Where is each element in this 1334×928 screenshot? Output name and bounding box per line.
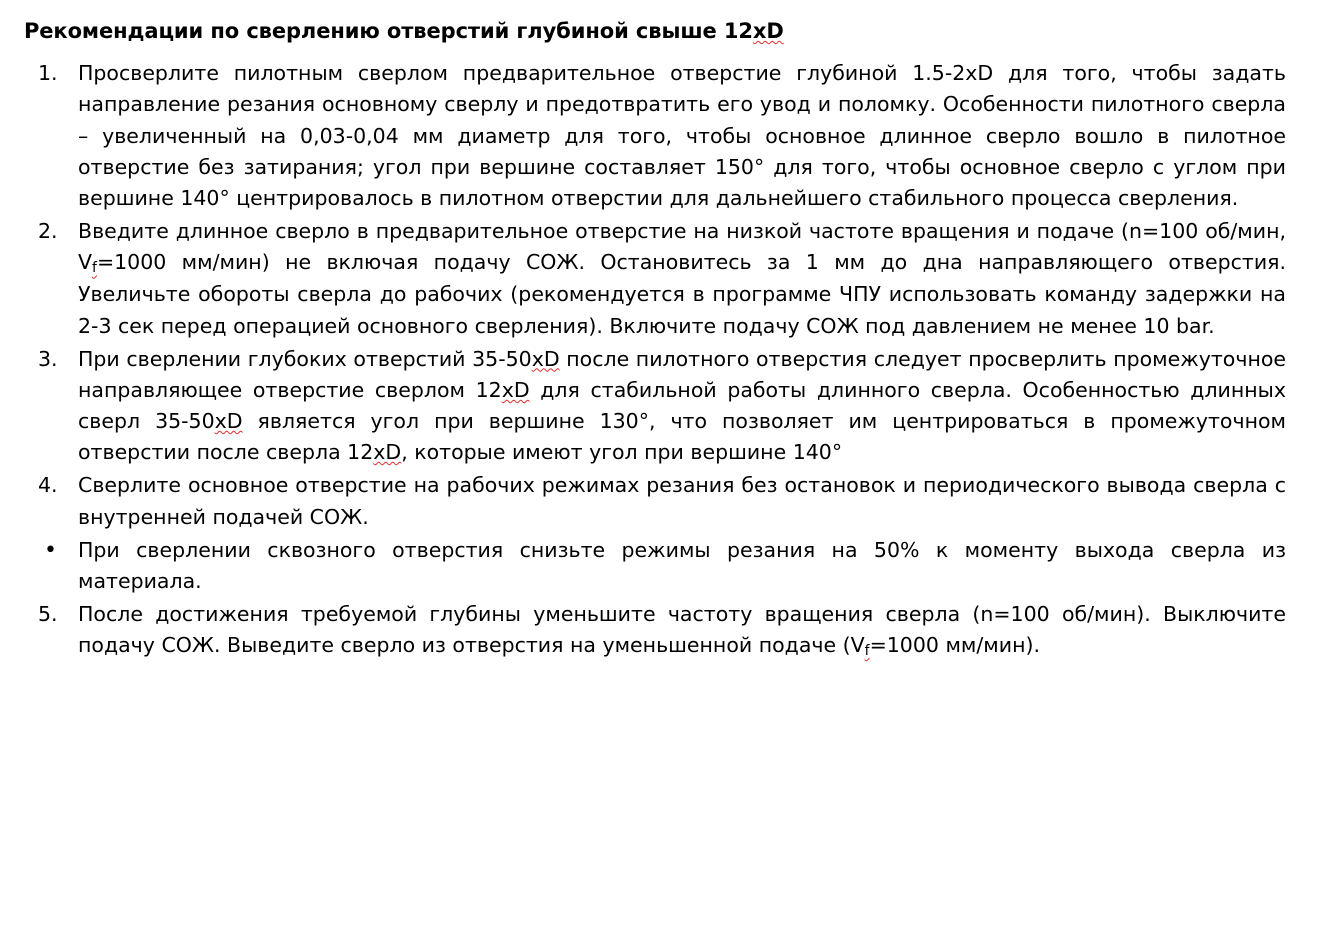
text-run: При сверлении глубоких отверстий 35-50 xyxy=(78,346,532,371)
subscript-f: f xyxy=(864,643,870,660)
spellcheck-word: xD xyxy=(373,440,402,465)
page-title-text: Рекомендации по сверлению отверстий глубиной свыше 12 xyxy=(24,19,753,43)
text-run: =1000 мм/мин) не включая подачу СОЖ. Остановитесь за 1 мм до дна направляющего отверстия. Увеличьте обороты сверла до рабочих (рекомендуется в программе ЧПУ использовать команду задержки на 2-3 сек перед операцией основного сверления). Включите подачу СОЖ под давлением не менее 10 bar. xyxy=(78,250,1286,338)
text-run: является угол при вершине 130°, что позволяет им центрироваться в промежуточном отверстии после сверла 12 xyxy=(78,409,1286,465)
list-item xyxy=(24,470,1286,532)
list-item-text xyxy=(78,535,1286,597)
text-run: после пилотного отверстия следует просверлить промежуточное направляющее отверстие сверлом 12 xyxy=(78,346,1286,402)
list-item xyxy=(24,535,1286,597)
text-run: , которые имеют угол при вершине 140° xyxy=(401,440,843,465)
list-item-marker: 3. xyxy=(38,346,58,371)
text-run: Введите длинное сверло в предварительное отверстие на низкой частоте вращения и подаче (n=100 об/мин, V xyxy=(78,219,1286,275)
list-item-text xyxy=(78,344,1286,469)
text-run: При сверлении сквозного отверстия снизьте режимы резания на 50% к моменту выхода сверла из материала. xyxy=(78,537,1286,593)
spellcheck-word: xD xyxy=(214,409,243,434)
list-item-marker: 4. xyxy=(38,473,58,498)
text-run: для стабильной работы длинного сверла. Особенностью длинных сверл 35-50 xyxy=(78,377,1287,434)
text-run: =1000 мм/мин). xyxy=(869,633,1040,658)
recommendations-list xyxy=(24,58,1286,662)
spellcheck-word: xD xyxy=(531,346,560,371)
text-run: После достижения требуемой глубины уменьшите частоту вращения сверла (n=100 об/мин). Выключите подачу СОЖ. Выведите сверло из отверстия на уменьшенной подаче (V xyxy=(78,601,1286,658)
list-item xyxy=(24,216,1286,342)
list-item-text xyxy=(78,599,1286,662)
spellcheck-word: xD xyxy=(501,377,530,402)
list-item-marker: 5. xyxy=(38,601,58,626)
list-item-marker: 2. xyxy=(38,219,58,244)
page-title xyxy=(24,18,1286,44)
spellcheck-word: xD xyxy=(752,19,784,43)
text-run: Сверлите основное отверстие на рабочих режимах резания без остановок и периодического вывода сверла с внутренней подачей СОЖ. xyxy=(78,473,1286,529)
list-item xyxy=(24,344,1286,469)
list-item xyxy=(24,599,1286,662)
list-item-text xyxy=(78,470,1286,532)
list-item-marker: 1. xyxy=(38,61,58,86)
subscript-f: f xyxy=(92,260,97,277)
list-item-text xyxy=(78,58,1286,214)
list-item-bullet: • xyxy=(44,537,57,563)
list-item-text xyxy=(78,216,1286,342)
text-run: Просверлите пилотным сверлом предварительное отверстие глубиной 1.5-2xD для того, чтобы задать направление резания основному сверлу и предотвратить его увод и поломку. Особенности пилотного сверла – увеличенный на 0,03-0,04 мм диаметр для того, чтобы основное длинное сверло вошло в пилотное отверстие без затирания; угол при вершине составляет 150° для того, чтобы основное сверло с углом при вершине 140° центрировалось в пилотном отверстии для дальнейшего стабильного процесса сверления. xyxy=(78,61,1286,210)
list-item xyxy=(24,58,1286,214)
